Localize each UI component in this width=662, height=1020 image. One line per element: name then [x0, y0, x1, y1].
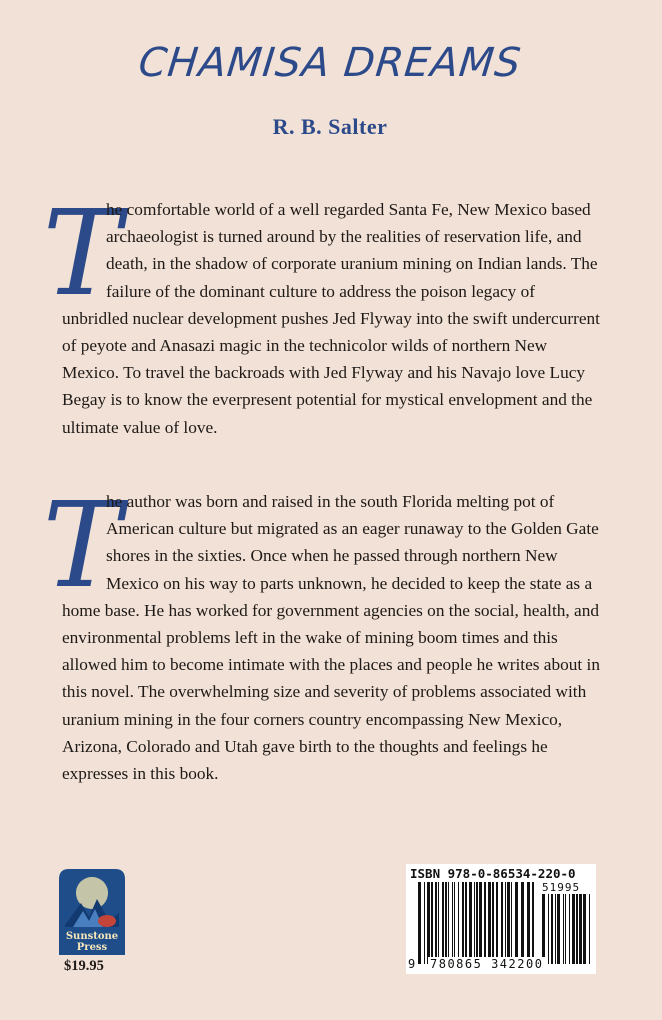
drop-cap-t-icon — [42, 476, 122, 614]
sunstone-press-logo-icon — [59, 869, 125, 955]
barcode-bar — [418, 882, 421, 964]
author-bio-text: he author was born and raised in the south Florida melting pot of American culture but migrated as an eager runaway to the Golden Gate shores in the sixties. Once when he passed through northern New Mexico on his way to parts unknown, he decided to keep the state as a home base. He has worked for government agencies on the social, health, and environmental problems left in the wake of mining boom times and this allowed him to become intimate with the places and people he writes about in this novel. The overwhelming size and severity of problems associated with uranium mining in the four corners country encompassing New Mexico, Arizona, Colorado and Utah gave birth to the thoughts and feelings he expresses in this book. — [62, 492, 600, 784]
barcode-bar — [501, 882, 503, 964]
author-bio-paragraph — [42, 476, 602, 787]
barcode-bar — [476, 882, 478, 964]
publisher-name-line2: Press — [76, 942, 108, 953]
barcode-bar — [572, 894, 575, 964]
barcode-bar — [474, 882, 475, 964]
barcode-bar — [515, 882, 518, 964]
barcode-price-code: 51995 — [542, 881, 581, 894]
barcode-bar — [542, 894, 545, 964]
barcode-bar — [583, 894, 586, 964]
publisher-logo — [59, 869, 125, 955]
barcode-bar — [427, 882, 430, 964]
barcode-bar — [442, 882, 444, 964]
synopsis-paragraph — [42, 184, 602, 441]
barcode-bar — [532, 882, 534, 964]
book-title: CHAMISA DREAMS — [136, 40, 524, 86]
barcode-bar — [589, 894, 590, 964]
barcode-bar — [507, 882, 510, 964]
barcode-bar — [448, 882, 449, 964]
barcode-bar — [565, 894, 566, 964]
publisher-name-line1: Sunstone — [65, 931, 119, 942]
price-label: $19.95 — [64, 958, 104, 974]
barcode-bar — [438, 882, 439, 964]
barcode-bar — [484, 882, 486, 964]
barcode-bar — [424, 882, 425, 964]
barcode-bar — [469, 882, 472, 964]
barcode-bar — [569, 894, 570, 964]
barcode-bar — [465, 882, 467, 964]
barcode-bar — [458, 882, 459, 964]
barcode-bar — [555, 894, 556, 964]
drop-cap-t-icon — [42, 184, 122, 322]
barcode-bar — [431, 882, 433, 964]
barcode-bar — [527, 882, 530, 964]
barcode-bar — [496, 882, 498, 964]
drop-cap-letter — [42, 184, 122, 322]
drop-cap-letter — [42, 476, 122, 614]
barcode-bar — [551, 894, 553, 964]
barcode-bar — [548, 894, 549, 964]
barcode-bar — [479, 882, 482, 964]
barcode-bar — [576, 894, 578, 964]
barcode-bar — [488, 882, 491, 964]
barcode-digits: 780865 342200 — [430, 957, 544, 971]
drop-cap-glyph: T — [42, 184, 122, 322]
barcode-bar — [521, 882, 524, 964]
barcode-bar — [557, 894, 560, 964]
barcode-bar — [452, 882, 453, 964]
barcode-bar — [579, 894, 582, 964]
synopsis-text: he comfortable world of a well regarded Santa Fe, New Mexico based archaeologist is turned around by the realities of reservation life, and death, in the shadow of corporate uranium mining on Indian lands. The failure of the dominant culture to address the poison legacy of unbridled nuclear development pushes Jed Flyway into the swift undercurrent of peyote and Anasazi magic in the technicolor wilds of northern New Mexico. To travel the backroads with Jed Flyway and his Navajo love Lucy Begay is to know the everpresent potential for mystical envelopment and the ultimate value of love. — [62, 200, 600, 437]
barcode-first-digit: 9 — [408, 957, 416, 971]
barcode-bar — [511, 882, 512, 964]
isbn-barcode — [406, 864, 596, 974]
barcode-bar — [492, 882, 494, 964]
barcode-bar — [462, 882, 464, 964]
barcode-bar — [454, 882, 455, 964]
barcode-bar — [563, 894, 564, 964]
barcode-bar — [445, 882, 447, 964]
barcode-bar — [505, 882, 506, 964]
isbn-number: ISBN 978-0-86534-220-0 — [410, 866, 576, 881]
author-name: R. B. Salter — [272, 114, 388, 139]
drop-cap-glyph: T — [42, 476, 122, 614]
barcode-bar — [435, 882, 437, 964]
